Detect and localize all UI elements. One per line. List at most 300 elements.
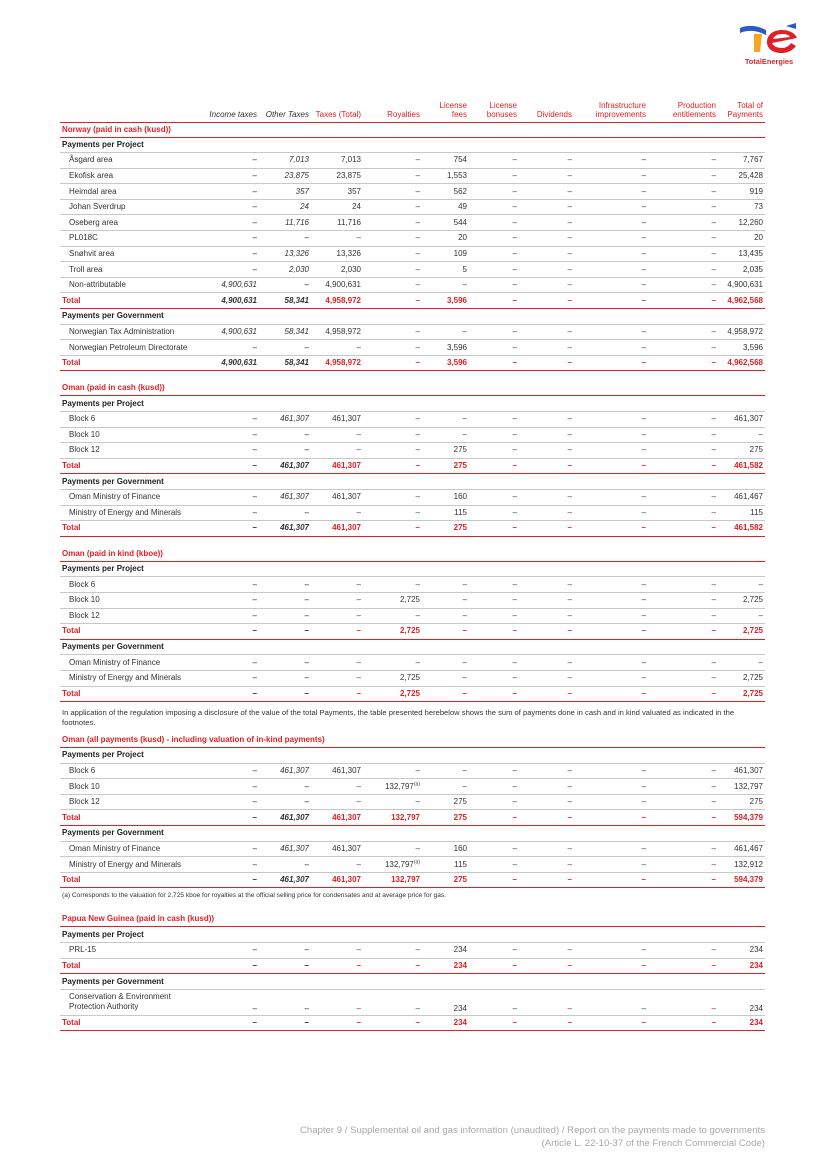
table-cell	[259, 153, 311, 169]
table-cell	[718, 168, 765, 184]
table-cell	[259, 458, 311, 474]
row-label: PL018C	[60, 231, 202, 247]
table-cell	[422, 608, 469, 624]
cell-value: –	[641, 507, 646, 517]
table-cell	[648, 427, 718, 443]
table-cell	[648, 763, 718, 779]
table-cell	[422, 1015, 469, 1031]
cell-value: –	[711, 765, 716, 775]
table-cell	[469, 293, 519, 309]
cell-value: –	[252, 445, 257, 455]
subsection-heading: Payments per Project	[60, 561, 765, 577]
cell-value: –	[462, 414, 467, 424]
table-cell	[519, 624, 574, 640]
cell-value: –	[567, 843, 572, 853]
table-cell	[574, 686, 648, 702]
totalenergies-logo	[736, 22, 802, 68]
cell-value: 23,875	[336, 170, 361, 180]
cell-value: –	[304, 945, 309, 955]
country-heading: Oman (paid in cash (kusd))	[60, 381, 765, 396]
table-cell	[574, 355, 648, 371]
table-cell	[648, 153, 718, 169]
cell-value: –	[415, 358, 420, 368]
row-label: Oman Ministry of Finance	[60, 841, 202, 857]
row-label: Snøhvit area	[60, 246, 202, 262]
table-cell	[718, 592, 765, 608]
table-cell	[259, 943, 311, 959]
cell-value: 357	[295, 186, 309, 196]
column-header: Other Taxes	[259, 98, 311, 122]
table-cell	[648, 215, 718, 231]
table-cell	[363, 153, 422, 169]
cell-value: 7,013	[340, 155, 361, 165]
table-cell	[469, 184, 519, 200]
row-label: Norwegian Petroleum Directorate	[60, 340, 202, 356]
table-cell	[648, 324, 718, 340]
cell-value: –	[512, 523, 517, 533]
cell-value: 594,379	[734, 812, 763, 822]
cell-value: 275	[453, 461, 467, 471]
cell-value: 4,962,568	[727, 358, 763, 368]
cell-value: 49	[458, 202, 467, 212]
cell-value: 461,307	[280, 812, 309, 822]
cell-value: –	[641, 1003, 646, 1013]
table-cell	[469, 608, 519, 624]
table-cell	[259, 841, 311, 857]
cell-value: 234	[749, 960, 763, 970]
cell-value: –	[711, 429, 716, 439]
cell-value: –	[512, 657, 517, 667]
cell-value: –	[415, 414, 420, 424]
table-cell	[363, 505, 422, 521]
table-cell	[648, 199, 718, 215]
cell-value: 4,962,568	[727, 295, 763, 305]
table-row	[60, 168, 765, 184]
table-cell	[718, 810, 765, 826]
cell-value: –	[567, 248, 572, 258]
table-cell	[259, 958, 311, 974]
table-cell	[574, 624, 648, 640]
table-cell	[718, 443, 765, 459]
table-cell	[363, 168, 422, 184]
total-row	[60, 958, 765, 974]
cell-value: –	[512, 945, 517, 955]
table-cell	[363, 199, 422, 215]
cell-value: –	[252, 170, 257, 180]
table-cell	[202, 505, 259, 521]
table-cell	[469, 989, 519, 1015]
cell-value: –	[711, 507, 716, 517]
table-cell	[422, 443, 469, 459]
cell-value: –	[252, 859, 257, 869]
table-row	[60, 779, 765, 795]
cell-value: 461,307	[280, 843, 309, 853]
cell-value: –	[641, 960, 646, 970]
cell-value: 461,467	[734, 843, 763, 853]
cell-value: –	[252, 781, 257, 791]
cell-value: –	[415, 248, 420, 258]
total-row	[60, 293, 765, 309]
table-cell	[574, 810, 648, 826]
table-cell	[202, 231, 259, 247]
cell-value: –	[711, 186, 716, 196]
cell-value: –	[711, 445, 716, 455]
cell-value: –	[641, 429, 646, 439]
cell-value: –	[252, 1003, 257, 1013]
cell-value: 234	[453, 960, 467, 970]
table-cell	[202, 489, 259, 505]
cell-value: 7,013	[288, 155, 309, 165]
table-cell	[718, 277, 765, 293]
cell-value: –	[641, 781, 646, 791]
cell-value: –	[567, 1003, 572, 1013]
table-cell	[519, 293, 574, 309]
cell-value: –	[567, 342, 572, 352]
cell-value: –	[641, 202, 646, 212]
table-cell	[469, 763, 519, 779]
cell-value: –	[711, 1018, 716, 1028]
cell-value: –	[512, 781, 517, 791]
cell-value: –	[304, 673, 309, 683]
cell-value: –	[252, 797, 257, 807]
table-cell	[469, 810, 519, 826]
table-cell	[519, 215, 574, 231]
cell-value: 160	[453, 492, 467, 502]
table-cell	[718, 293, 765, 309]
table-cell	[574, 577, 648, 593]
cell-value: –	[462, 610, 467, 620]
table-cell	[574, 443, 648, 459]
table-cell	[574, 1015, 648, 1031]
cell-value: –	[567, 202, 572, 212]
table-cell	[259, 215, 311, 231]
explanatory-note-row	[60, 702, 765, 733]
cell-value: –	[567, 875, 572, 885]
column-header: License fees	[422, 98, 469, 122]
subsection-heading-row	[60, 396, 765, 412]
table-cell	[519, 231, 574, 247]
table-cell	[469, 857, 519, 873]
cell-value: –	[711, 414, 716, 424]
table-cell	[259, 199, 311, 215]
table-cell	[574, 655, 648, 671]
cell-value: 4,958,972	[727, 326, 763, 336]
footnote-text: (a) Corresponds to the valuation for 2,725 kboe for royalties at the official selling price for condensates and at average price for gas.	[62, 892, 446, 900]
table-cell	[422, 841, 469, 857]
subsection-heading-row	[60, 927, 765, 943]
cell-value: –	[415, 579, 420, 589]
cell-value: –	[641, 280, 646, 290]
cell-value: 461,307	[332, 765, 361, 775]
row-label: Ministry of Energy and Minerals	[60, 505, 202, 521]
cell-value: –	[758, 610, 763, 620]
table-cell	[202, 577, 259, 593]
row-label: Oman Ministry of Finance	[60, 489, 202, 505]
subsection-heading-row	[60, 309, 765, 325]
cell-value: –	[567, 358, 572, 368]
table-row	[60, 277, 765, 293]
cell-value: 754	[453, 155, 467, 165]
cell-value: –	[711, 1003, 716, 1013]
cell-value: –	[567, 445, 572, 455]
table-cell	[519, 505, 574, 521]
table-cell	[202, 246, 259, 262]
table-cell	[422, 489, 469, 505]
table-cell	[574, 489, 648, 505]
cell-value: –	[356, 579, 361, 589]
table-cell	[363, 231, 422, 247]
table-cell	[311, 592, 363, 608]
cell-value: –	[641, 765, 646, 775]
subsection-heading: Payments per Project	[60, 748, 765, 764]
cell-value: 12,260	[738, 217, 763, 227]
table-cell	[202, 443, 259, 459]
cell-value: –	[252, 765, 257, 775]
cell-value: –	[512, 843, 517, 853]
cell-value: –	[512, 248, 517, 258]
table-cell	[469, 794, 519, 810]
table-cell	[422, 779, 469, 795]
table-cell	[311, 199, 363, 215]
table-cell	[574, 794, 648, 810]
table-cell	[202, 592, 259, 608]
table-cell	[422, 293, 469, 309]
cell-value: –	[252, 264, 257, 274]
cell-value: –	[512, 595, 517, 605]
spacer-row	[60, 371, 765, 381]
table-cell	[259, 412, 311, 428]
cell-value: –	[415, 155, 420, 165]
cell-value: 4,900,631	[221, 295, 257, 305]
table-cell	[311, 794, 363, 810]
total-row	[60, 810, 765, 826]
cell-value: –	[512, 875, 517, 885]
table-cell	[363, 872, 422, 888]
total-row	[60, 624, 765, 640]
cell-value: –	[512, 507, 517, 517]
cell-value: –	[512, 626, 517, 636]
cell-value: –	[304, 797, 309, 807]
cell-value: –	[415, 492, 420, 502]
cell-value: –	[415, 202, 420, 212]
table-row	[60, 489, 765, 505]
table-cell	[519, 521, 574, 537]
cell-value: –	[641, 248, 646, 258]
cell-value: 4,900,631	[221, 358, 257, 368]
cell-value: 2,725	[399, 595, 420, 605]
cell-value: –	[512, 859, 517, 869]
table-row	[60, 215, 765, 231]
table-cell	[718, 989, 765, 1015]
table-cell	[202, 608, 259, 624]
table-cell	[718, 958, 765, 974]
table-cell	[422, 505, 469, 521]
cell-value: –	[711, 595, 716, 605]
table-cell	[259, 686, 311, 702]
cell-value: 2,725	[742, 626, 763, 636]
table-cell	[519, 577, 574, 593]
subsection-heading-row	[60, 639, 765, 655]
table-cell	[574, 340, 648, 356]
cell-value: –	[356, 859, 361, 869]
cell-value: –	[356, 960, 361, 970]
cell-value: –	[512, 155, 517, 165]
cell-value: –	[356, 507, 361, 517]
cell-value: 461,307	[734, 414, 763, 424]
cell-value: 132,797	[384, 781, 414, 791]
table-cell	[311, 215, 363, 231]
cell-value: –	[415, 523, 420, 533]
cell-value: –	[711, 579, 716, 589]
cell-value: –	[567, 797, 572, 807]
table-cell	[259, 443, 311, 459]
table-cell	[519, 779, 574, 795]
table-cell	[574, 231, 648, 247]
cell-value: –	[641, 217, 646, 227]
cell-value: –	[415, 960, 420, 970]
table-cell	[519, 153, 574, 169]
table-cell	[574, 763, 648, 779]
cell-value: –	[641, 843, 646, 853]
cell-value: –	[567, 280, 572, 290]
total-label: Total	[60, 293, 202, 309]
country-heading-row	[60, 733, 765, 748]
table-cell	[574, 958, 648, 974]
cell-value: 2,725	[399, 673, 420, 683]
table-row	[60, 505, 765, 521]
table-cell	[259, 577, 311, 593]
cell-value: –	[711, 295, 716, 305]
table-cell	[311, 958, 363, 974]
table-cell	[311, 943, 363, 959]
table-cell	[648, 670, 718, 686]
table-cell	[519, 943, 574, 959]
cell-value: –	[641, 579, 646, 589]
table-cell	[311, 655, 363, 671]
cell-value: –	[462, 326, 467, 336]
cell-value: –	[641, 657, 646, 667]
table-cell	[648, 458, 718, 474]
table-cell	[259, 989, 311, 1015]
table-cell	[259, 592, 311, 608]
cell-value: –	[252, 429, 257, 439]
cell-value: –	[462, 579, 467, 589]
table-cell	[648, 841, 718, 857]
cell-value: –	[252, 523, 257, 533]
cell-value: 4,900,631	[727, 280, 763, 290]
table-cell	[202, 355, 259, 371]
cell-value: 562	[453, 186, 467, 196]
table-cell	[469, 624, 519, 640]
table-cell	[202, 199, 259, 215]
country-heading: Oman (paid in kind (kboe))	[60, 546, 765, 561]
footnote-marker: (a)	[413, 858, 420, 865]
table-cell	[363, 841, 422, 857]
subsection-heading-row	[60, 826, 765, 842]
table-cell	[202, 324, 259, 340]
cell-value: 24	[300, 202, 309, 212]
cell-value: –	[304, 507, 309, 517]
table-cell	[363, 670, 422, 686]
table-cell	[422, 577, 469, 593]
table-row	[60, 857, 765, 873]
table-cell	[519, 872, 574, 888]
cell-value: –	[641, 445, 646, 455]
table-cell	[574, 521, 648, 537]
table-cell	[363, 427, 422, 443]
cell-value: –	[252, 673, 257, 683]
cell-value: –	[758, 429, 763, 439]
cell-value: –	[512, 326, 517, 336]
table-cell	[311, 1015, 363, 1031]
table-cell	[422, 794, 469, 810]
table-row	[60, 794, 765, 810]
row-label: Block 10	[60, 592, 202, 608]
cell-value: –	[304, 342, 309, 352]
cell-value: –	[711, 342, 716, 352]
cell-value: –	[641, 295, 646, 305]
cell-value: –	[415, 186, 420, 196]
table-cell	[311, 153, 363, 169]
total-label: Total	[60, 624, 202, 640]
table-cell	[648, 794, 718, 810]
cell-value: 58,341	[284, 295, 309, 305]
table-cell	[718, 199, 765, 215]
cell-value: 275	[453, 875, 467, 885]
page-footer	[300, 1125, 765, 1151]
table-cell	[469, 670, 519, 686]
cell-value: –	[711, 875, 716, 885]
row-label: Block 10	[60, 779, 202, 795]
table-cell	[469, 505, 519, 521]
table-cell	[259, 489, 311, 505]
cell-value: 4,900,631	[221, 280, 257, 290]
row-label: Block 6	[60, 763, 202, 779]
table-cell	[363, 592, 422, 608]
table-cell	[311, 841, 363, 857]
table-cell	[363, 763, 422, 779]
cell-value: –	[512, 202, 517, 212]
footnote-row	[60, 888, 765, 902]
cell-value: 7,767	[742, 155, 763, 165]
cell-value: –	[711, 155, 716, 165]
table-cell	[202, 168, 259, 184]
cell-value: 234	[749, 1003, 763, 1013]
cell-value: –	[415, 280, 420, 290]
cell-value: –	[567, 781, 572, 791]
cell-value: 275	[453, 812, 467, 822]
cell-value: –	[415, 233, 420, 243]
table-cell	[202, 215, 259, 231]
cell-value: –	[567, 170, 572, 180]
table-cell	[718, 655, 765, 671]
cell-value: –	[711, 843, 716, 853]
table-cell	[519, 592, 574, 608]
table-cell	[469, 872, 519, 888]
row-label: Norwegian Tax Administration	[60, 324, 202, 340]
table-cell	[363, 293, 422, 309]
table-cell	[311, 443, 363, 459]
table-cell	[469, 153, 519, 169]
cell-value: 3,596	[742, 342, 763, 352]
table-cell	[519, 340, 574, 356]
table-cell	[311, 779, 363, 795]
table-cell	[202, 184, 259, 200]
table-cell	[574, 277, 648, 293]
cell-value: –	[641, 626, 646, 636]
table-cell	[718, 355, 765, 371]
table-header-row	[60, 98, 765, 122]
